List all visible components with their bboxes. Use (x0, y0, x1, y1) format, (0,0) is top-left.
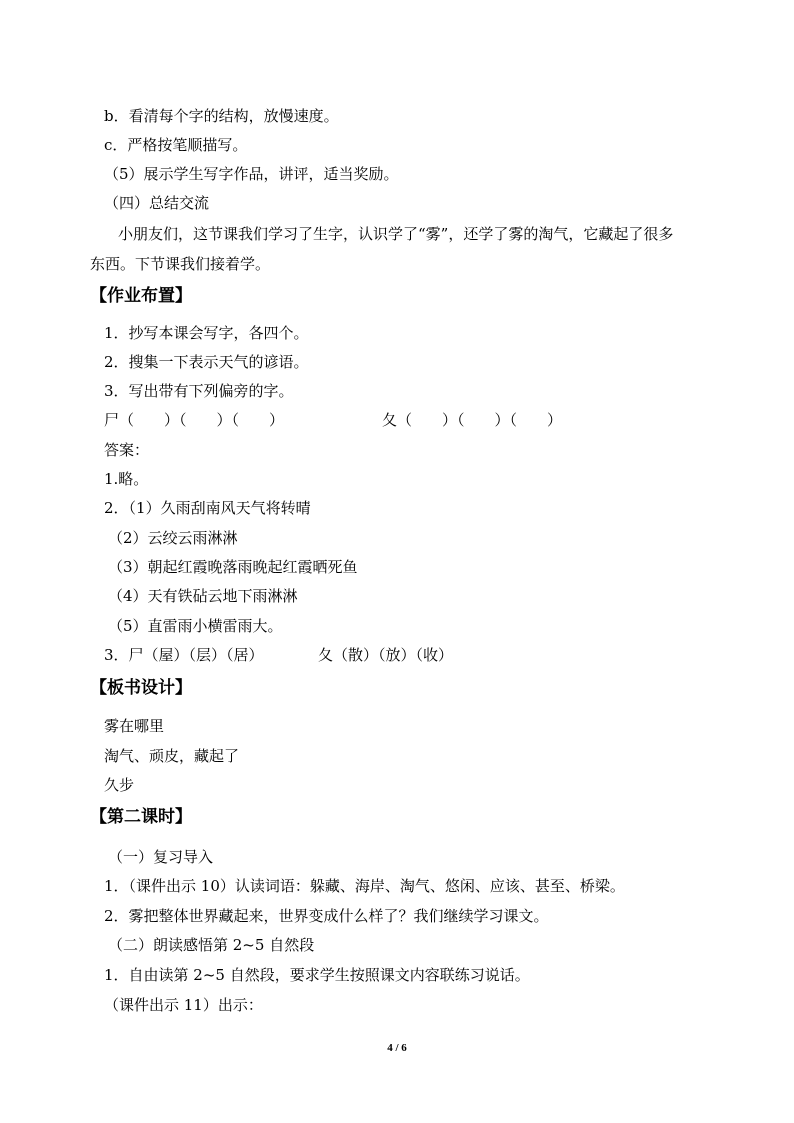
homework-item: 1．抄写本课会写字，各四个。 (104, 324, 309, 342)
homework-heading: 【作业布置】 (90, 286, 192, 306)
section-subtitle: （四）总结交流 (104, 194, 210, 212)
radical-line-left: 尸（ ）（ ）（ ） (104, 411, 285, 429)
lesson-line: （二）朗读感悟第 2~5 自然段 (108, 936, 315, 954)
board-line: 久步 (104, 776, 135, 794)
board-line: 雾在哪里 (104, 717, 165, 735)
answer-line: （3）朝起红霞晚落雨晚起红霞晒死鱼 (108, 558, 358, 576)
answer-label: 答案： (104, 441, 150, 459)
board-heading: 【板书设计】 (90, 678, 192, 698)
text-line: b．看清每个字的结构，放慢速度。 (104, 107, 339, 125)
answer-line: （5）直雷雨小横雷雨大。 (108, 617, 283, 635)
text-line: c．严格按笔顺描写。 (104, 136, 248, 154)
homework-item: 3．写出带有下列偏旁的字。 (104, 382, 294, 400)
radical-line-right: 夂（ ）（ ）（ ） (382, 411, 563, 429)
answer3-right: 夂（散）（放）（收） (318, 646, 454, 664)
lesson-line: 1．（课件出示 10）认读词语：躲藏、海岸、淘气、悠闲、应该、甚至、桥梁。 (104, 877, 625, 895)
lesson-line: 1．自由读第 2~5 自然段，要求学生按照课文内容联练习说话。 (104, 966, 530, 984)
second-lesson-heading: 【第二课时】 (90, 807, 192, 827)
answer-line: （4）天有铁砧云地下雨淋淋 (108, 587, 298, 605)
page-number: 4 / 6 (387, 1042, 407, 1054)
lesson-line: （一）复习导入 (108, 848, 214, 866)
lesson-line: 2．雾把整体世界藏起来，世界变成什么样了？我们继续学习课文。 (104, 907, 549, 925)
answer-line: 1.略。 (104, 470, 149, 488)
answer3-left: 3．尸（屋）（层）（居） (104, 646, 264, 664)
paragraph-line: 小朋友们，这节课我们学习了生字，认识学了“雾”，还学了雾的淘气，它藏起了很多 (118, 225, 674, 243)
text-line: （5）展示学生写字作品，讲评，适当奖励。 (104, 165, 399, 183)
answer-line: 2．（1）久雨刮南风天气将转晴 (104, 499, 311, 517)
lesson-line: （课件出示 11）出示： (104, 996, 263, 1014)
homework-item: 2．搜集一下表示天气的谚语。 (104, 353, 309, 371)
board-line: 淘气、顽皮，藏起了 (104, 747, 240, 765)
answer-line: （2）云绞云雨淋淋 (108, 529, 238, 547)
paragraph-line: 东西。下节课我们接着学。 (90, 255, 271, 273)
